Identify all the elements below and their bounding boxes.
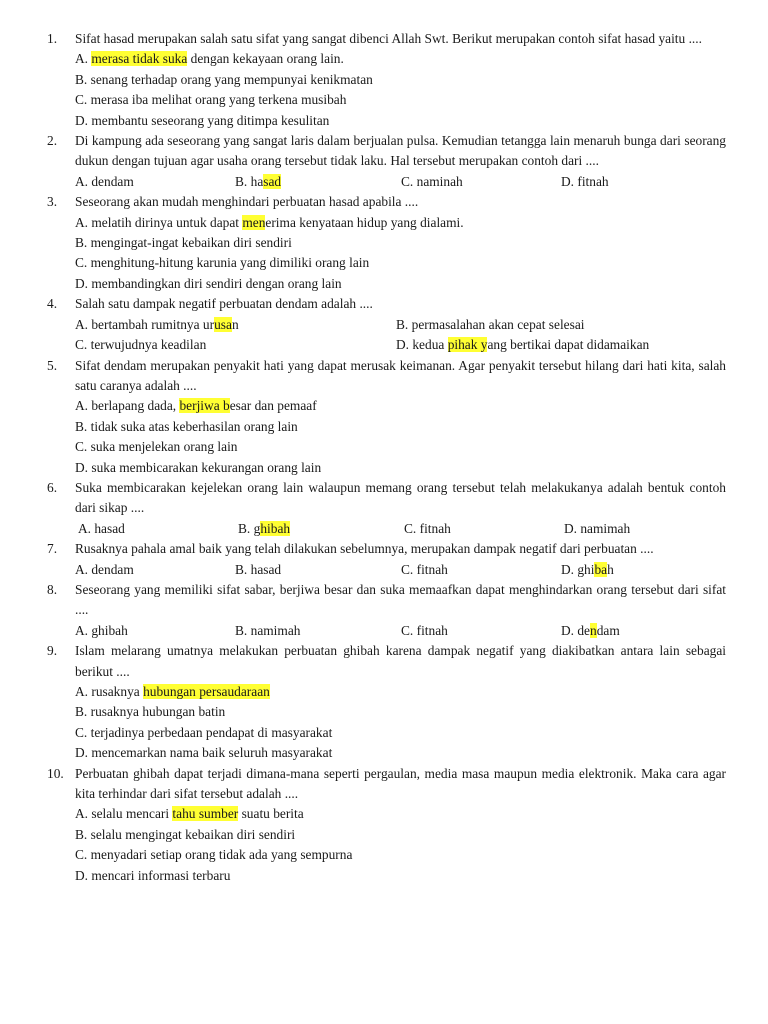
question-text: Islam melarang umatnya melakukan perbuatan ghibah karena dampak negatif yang diakibatkan antara lain sebagai berikut .... <box>75 643 726 679</box>
question-number: 9. <box>47 643 58 659</box>
question-text: Sifat hasad merupakan salah satu sifat yang sangat dibenci Allah Swt. Berikut merupakan contoh sifat hasad yaitu .... <box>75 31 702 46</box>
option-text-part: dam <box>596 622 620 638</box>
option-text-part: D. de <box>561 622 591 638</box>
question-body <box>75 539 726 580</box>
option-b <box>75 233 726 253</box>
highlighted-text: merasa tidak suka <box>91 51 188 67</box>
option-b <box>396 315 585 335</box>
highlighted-text: hibah <box>260 520 291 536</box>
option-c <box>75 253 726 273</box>
option-text-part: C. suka menjelekan orang lain <box>75 439 238 455</box>
highlighted-text: n <box>590 622 597 638</box>
question-body <box>75 192 726 294</box>
option-c <box>404 519 564 539</box>
highlighted-text: berjiwa b <box>179 398 230 414</box>
question-text: Perbuatan ghibah dapat terjadi dimana-mana seperti pergaulan, media masa maupun media elektronik. Maka cara agar kita terhindar dari sifat tersebut adalah .... <box>75 765 726 802</box>
question-2 <box>47 131 726 192</box>
options-row <box>75 315 726 335</box>
option-text-part: suatu berita <box>238 806 304 822</box>
question-10 <box>47 764 726 886</box>
option-d <box>561 172 609 192</box>
question-body <box>75 764 726 886</box>
option-text-part: D. membandingkan diri sendiri dengan orang lain <box>75 275 342 291</box>
option-text-part: A. hasad <box>78 520 125 536</box>
option-text-part: B. hasad <box>235 561 282 577</box>
option-text-part: C. naminah <box>401 173 463 189</box>
options-row <box>75 621 726 641</box>
option-c <box>401 172 561 192</box>
question-number: 3. <box>47 194 58 210</box>
highlighted-text: hubungan persaudaraan <box>143 684 270 699</box>
option-text-part: B. senang terhadap orang yang mempunyai kenikmatan <box>75 71 373 87</box>
highlighted-text: usa <box>214 316 232 332</box>
option-text-part: A. berlapang dada, <box>75 398 180 414</box>
highlighted-text: sad <box>263 173 282 189</box>
option-a <box>75 213 726 233</box>
question-8 <box>47 580 726 641</box>
question-number: 10. <box>47 765 64 781</box>
option-text-part: ang bertikai dapat didamaikan <box>487 337 650 353</box>
option-text-part: B. permasalahan akan cepat selesai <box>396 316 585 332</box>
option-d <box>561 621 620 641</box>
question-number: 5. <box>47 357 58 373</box>
options-row <box>75 519 726 539</box>
option-text-part: B. g <box>238 520 261 536</box>
option-text-part: D. namimah <box>564 520 631 536</box>
option-a <box>75 804 726 824</box>
option-text-part: dengan kekayaan orang lain. <box>187 51 344 67</box>
option-b <box>75 702 726 722</box>
option-text-part: esar dan pemaaf <box>229 398 317 414</box>
option-text-part: A. bertambah rumitnya ur <box>75 316 215 332</box>
question-text: Seseorang akan mudah menghindari perbuatan hasad apabila .... <box>75 194 419 210</box>
highlighted-text: men <box>242 214 266 230</box>
option-c <box>75 437 726 457</box>
option-text-part: D. fitnah <box>561 173 609 189</box>
option-text-part: C. terwujudnya keadilan <box>75 337 207 353</box>
option-text-part: C. menghitung-hitung karunia yang dimiliki orang lain <box>75 255 370 271</box>
option-b <box>75 825 726 845</box>
option-text-part: C. fitnah <box>404 520 451 536</box>
option-text-part: A. ghibah <box>75 622 128 638</box>
option-text-part: B. mengingat-ingat kebaikan diri sendiri <box>75 235 292 251</box>
option-c <box>75 723 726 743</box>
question-1 <box>47 29 726 131</box>
question-4 <box>47 294 726 355</box>
option-text-part: h <box>607 561 614 577</box>
question-9 <box>47 641 726 763</box>
options-row <box>75 560 726 580</box>
question-5 <box>47 356 726 478</box>
options-row <box>75 335 726 355</box>
option-text-part: D. suka membicarakan kekurangan orang lain <box>75 459 322 475</box>
question-text: Di kampung ada seseorang yang sangat laris dalam berjualan pulsa. Kemudian tetangga lain menaruh bunga dari seorang dukun dengan tujuan agar usaha orang tersebut tidak laku. Hal tersebut merupakan contoh dari .... <box>75 133 726 169</box>
question-body <box>75 580 726 641</box>
question-body <box>75 294 726 355</box>
question-number: 7. <box>47 541 58 557</box>
option-d <box>396 335 649 355</box>
highlighted-text: pihak y <box>447 337 488 353</box>
option-a <box>75 172 235 192</box>
question-text: Salah satu dampak negatif perbuatan dendam adalah .... <box>75 296 373 312</box>
option-c <box>401 560 561 580</box>
question-body <box>75 641 726 763</box>
question-text: Suka membicarakan kejelekan orang lain walaupun memang orang tersebut telah melakukanya adalah bentuk contoh dari sikap .... <box>75 479 726 516</box>
option-text-part: n <box>231 316 239 332</box>
option-text-part: C. terjadinya perbedaan pendapat di masyarakat <box>75 724 333 740</box>
option-a <box>75 682 726 702</box>
question-number: 1. <box>47 31 58 46</box>
option-text-part: erima kenyataan hidup yang dialami. <box>265 214 464 230</box>
question-number: 2. <box>47 133 58 149</box>
option-text-part: C. fitnah <box>401 622 448 638</box>
question-body <box>75 478 726 539</box>
option-text-part: C. merasa iba melihat orang yang terkena musibah <box>75 92 347 108</box>
question-body <box>75 29 726 131</box>
option-b <box>235 621 401 641</box>
option-text-part: D. membantu seseorang yang ditimpa kesulitan <box>75 112 330 128</box>
option-a <box>75 560 235 580</box>
option-a <box>75 396 726 416</box>
options-row <box>75 172 726 192</box>
option-text-part: D. kedua <box>396 337 448 353</box>
question-text: Seseorang yang memiliki sifat sabar, berjiwa besar dan suka memaafkan dapat menghindarkan orang tersebut dari sifat .... <box>75 581 726 618</box>
question-body <box>75 131 726 192</box>
option-text-part: C. menyadari setiap orang tidak ada yang sempurna <box>75 847 353 863</box>
highlighted-text: ba <box>594 561 608 577</box>
question-3 <box>47 192 726 294</box>
question-number: 8. <box>47 581 58 597</box>
option-text-part: C. fitnah <box>401 561 448 577</box>
option-text-part: B. rusaknya hubungan batin <box>75 704 226 720</box>
option-a <box>75 621 235 641</box>
option-a <box>75 315 396 335</box>
option-b <box>75 70 726 90</box>
option-text-part: A. selalu mencari <box>75 806 173 822</box>
option-c <box>401 621 561 641</box>
option-a <box>78 519 238 539</box>
option-d <box>564 519 630 539</box>
option-text-part: A. dendam <box>75 561 134 577</box>
option-text-part: D. ghi <box>561 561 595 577</box>
option-text-part: B. selalu mengingat kebaikan diri sendiri <box>75 826 296 842</box>
option-d <box>75 274 726 294</box>
option-b <box>75 417 726 437</box>
option-b <box>235 560 401 580</box>
highlighted-text: tahu sumber <box>172 806 239 822</box>
question-number: 6. <box>47 479 58 495</box>
option-text-part: A. <box>75 51 92 67</box>
question-number: 4. <box>47 296 58 312</box>
option-c <box>75 845 726 865</box>
option-text-part: A. rusaknya <box>75 684 144 699</box>
option-text-part: B. namimah <box>235 622 301 638</box>
option-b <box>235 172 401 192</box>
option-text-part: B. tidak suka atas keberhasilan orang lain <box>75 418 298 434</box>
option-text-part: D. mencari informasi terbaru <box>75 867 231 883</box>
question-6 <box>47 478 726 539</box>
option-d <box>75 458 726 478</box>
option-a <box>75 49 726 69</box>
option-d <box>75 743 726 763</box>
question-body <box>75 356 726 478</box>
option-c <box>75 335 396 355</box>
option-text-part: D. mencemarkan nama baik seluruh masyarakat <box>75 745 333 761</box>
option-b <box>238 519 404 539</box>
option-d <box>75 111 726 131</box>
option-text-part: A. melatih dirinya untuk dapat <box>75 214 243 230</box>
question-text: Sifat dendam merupakan penyakit hati yang dapat merusak keimanan. Agar penyakit tersebut hilang dari hati kita, salah satu caranya adalah .... <box>75 357 726 393</box>
option-c <box>75 90 726 110</box>
question-text: Rusaknya pahala amal baik yang telah dilakukan sebelumnya, merupakan dampak negatif dari perbuatan .... <box>75 541 654 557</box>
question-7 <box>47 539 726 580</box>
option-text-part: B. ha <box>235 173 264 189</box>
option-text-part: A. dendam <box>75 173 134 189</box>
option-d <box>561 560 614 580</box>
option-d <box>75 866 726 886</box>
